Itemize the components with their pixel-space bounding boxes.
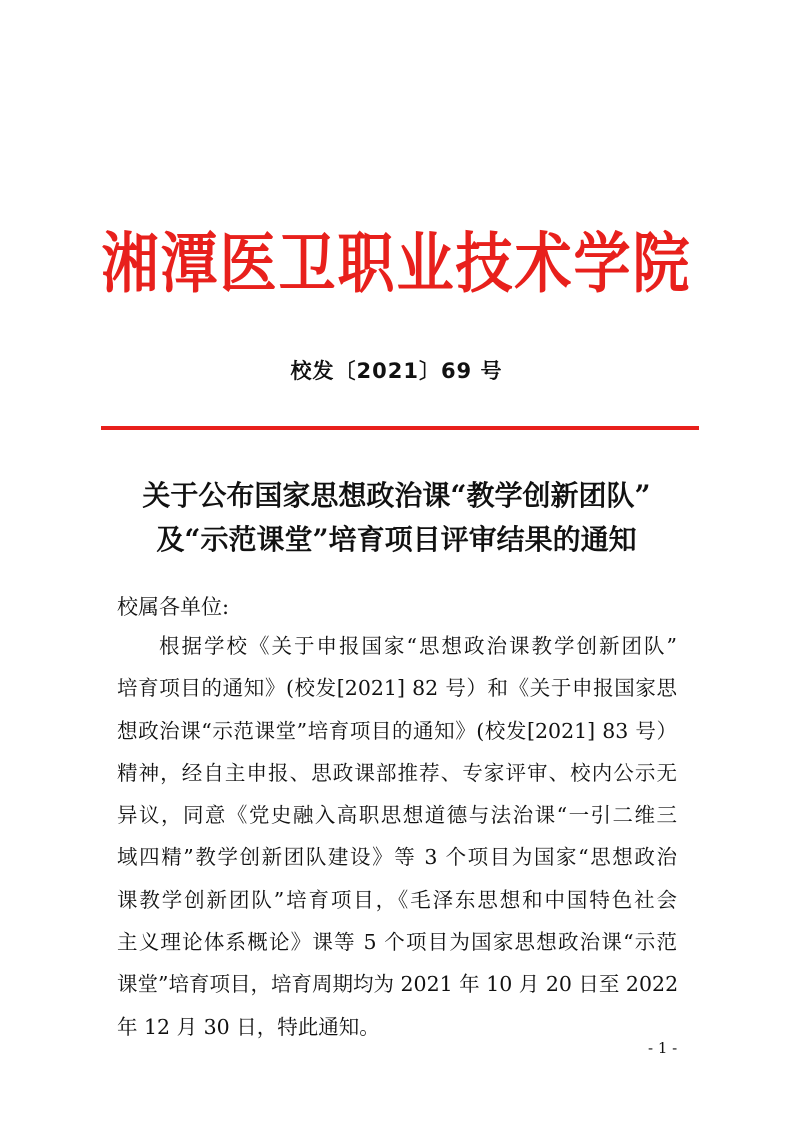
notice-title-line: 及“示范课堂”培育项目评审结果的通知 [156, 523, 637, 556]
org-masthead: 湘潭医卫职业技术学院 [101, 224, 692, 302]
body-line: 域四精”教学创新团队建设》等 3 个项目为国家“思想政治 [117, 845, 677, 870]
body-line: 异议，同意《党史融入高职思想道德与法治课“一引二维三 [117, 803, 677, 828]
notice-body [117, 625, 677, 1048]
notice-title [0, 474, 793, 562]
page-number: - 1 - [648, 1039, 678, 1057]
header-divider-rule [101, 426, 699, 430]
document-number: 校发〔2021〕69 号 [290, 359, 503, 383]
body-line: 课教学创新团队”培育项目，《毛泽东思想和中国特色社会 [117, 887, 677, 912]
body-line: 根据学校《关于申报国家“思想政治课教学创新团队” [159, 634, 677, 658]
body-line: 培育项目的通知》(校发[2021] 82 号）和《关于申报国家思 [117, 676, 677, 701]
body-line: 想政治课“示范课堂”培育项目的通知》(校发[2021] 83 号） [117, 718, 677, 743]
body-line: 精神，经自主申报、思政课部推荐、专家评审、校内公示无 [117, 760, 677, 785]
notice-title-line: 关于公布国家思想政治课“教学创新团队” [142, 479, 651, 512]
body-line: 年 12 月 30 日，特此通知。 [117, 1014, 380, 1039]
body-line: 课堂”培育项目，培育周期均为 2021 年 10 月 20 日至 2022 [117, 972, 679, 997]
body-line: 主义理论体系概论》课等 5 个项目为国家思想政治课“示范 [117, 930, 677, 955]
salutation: 校属各单位: [117, 595, 230, 619]
